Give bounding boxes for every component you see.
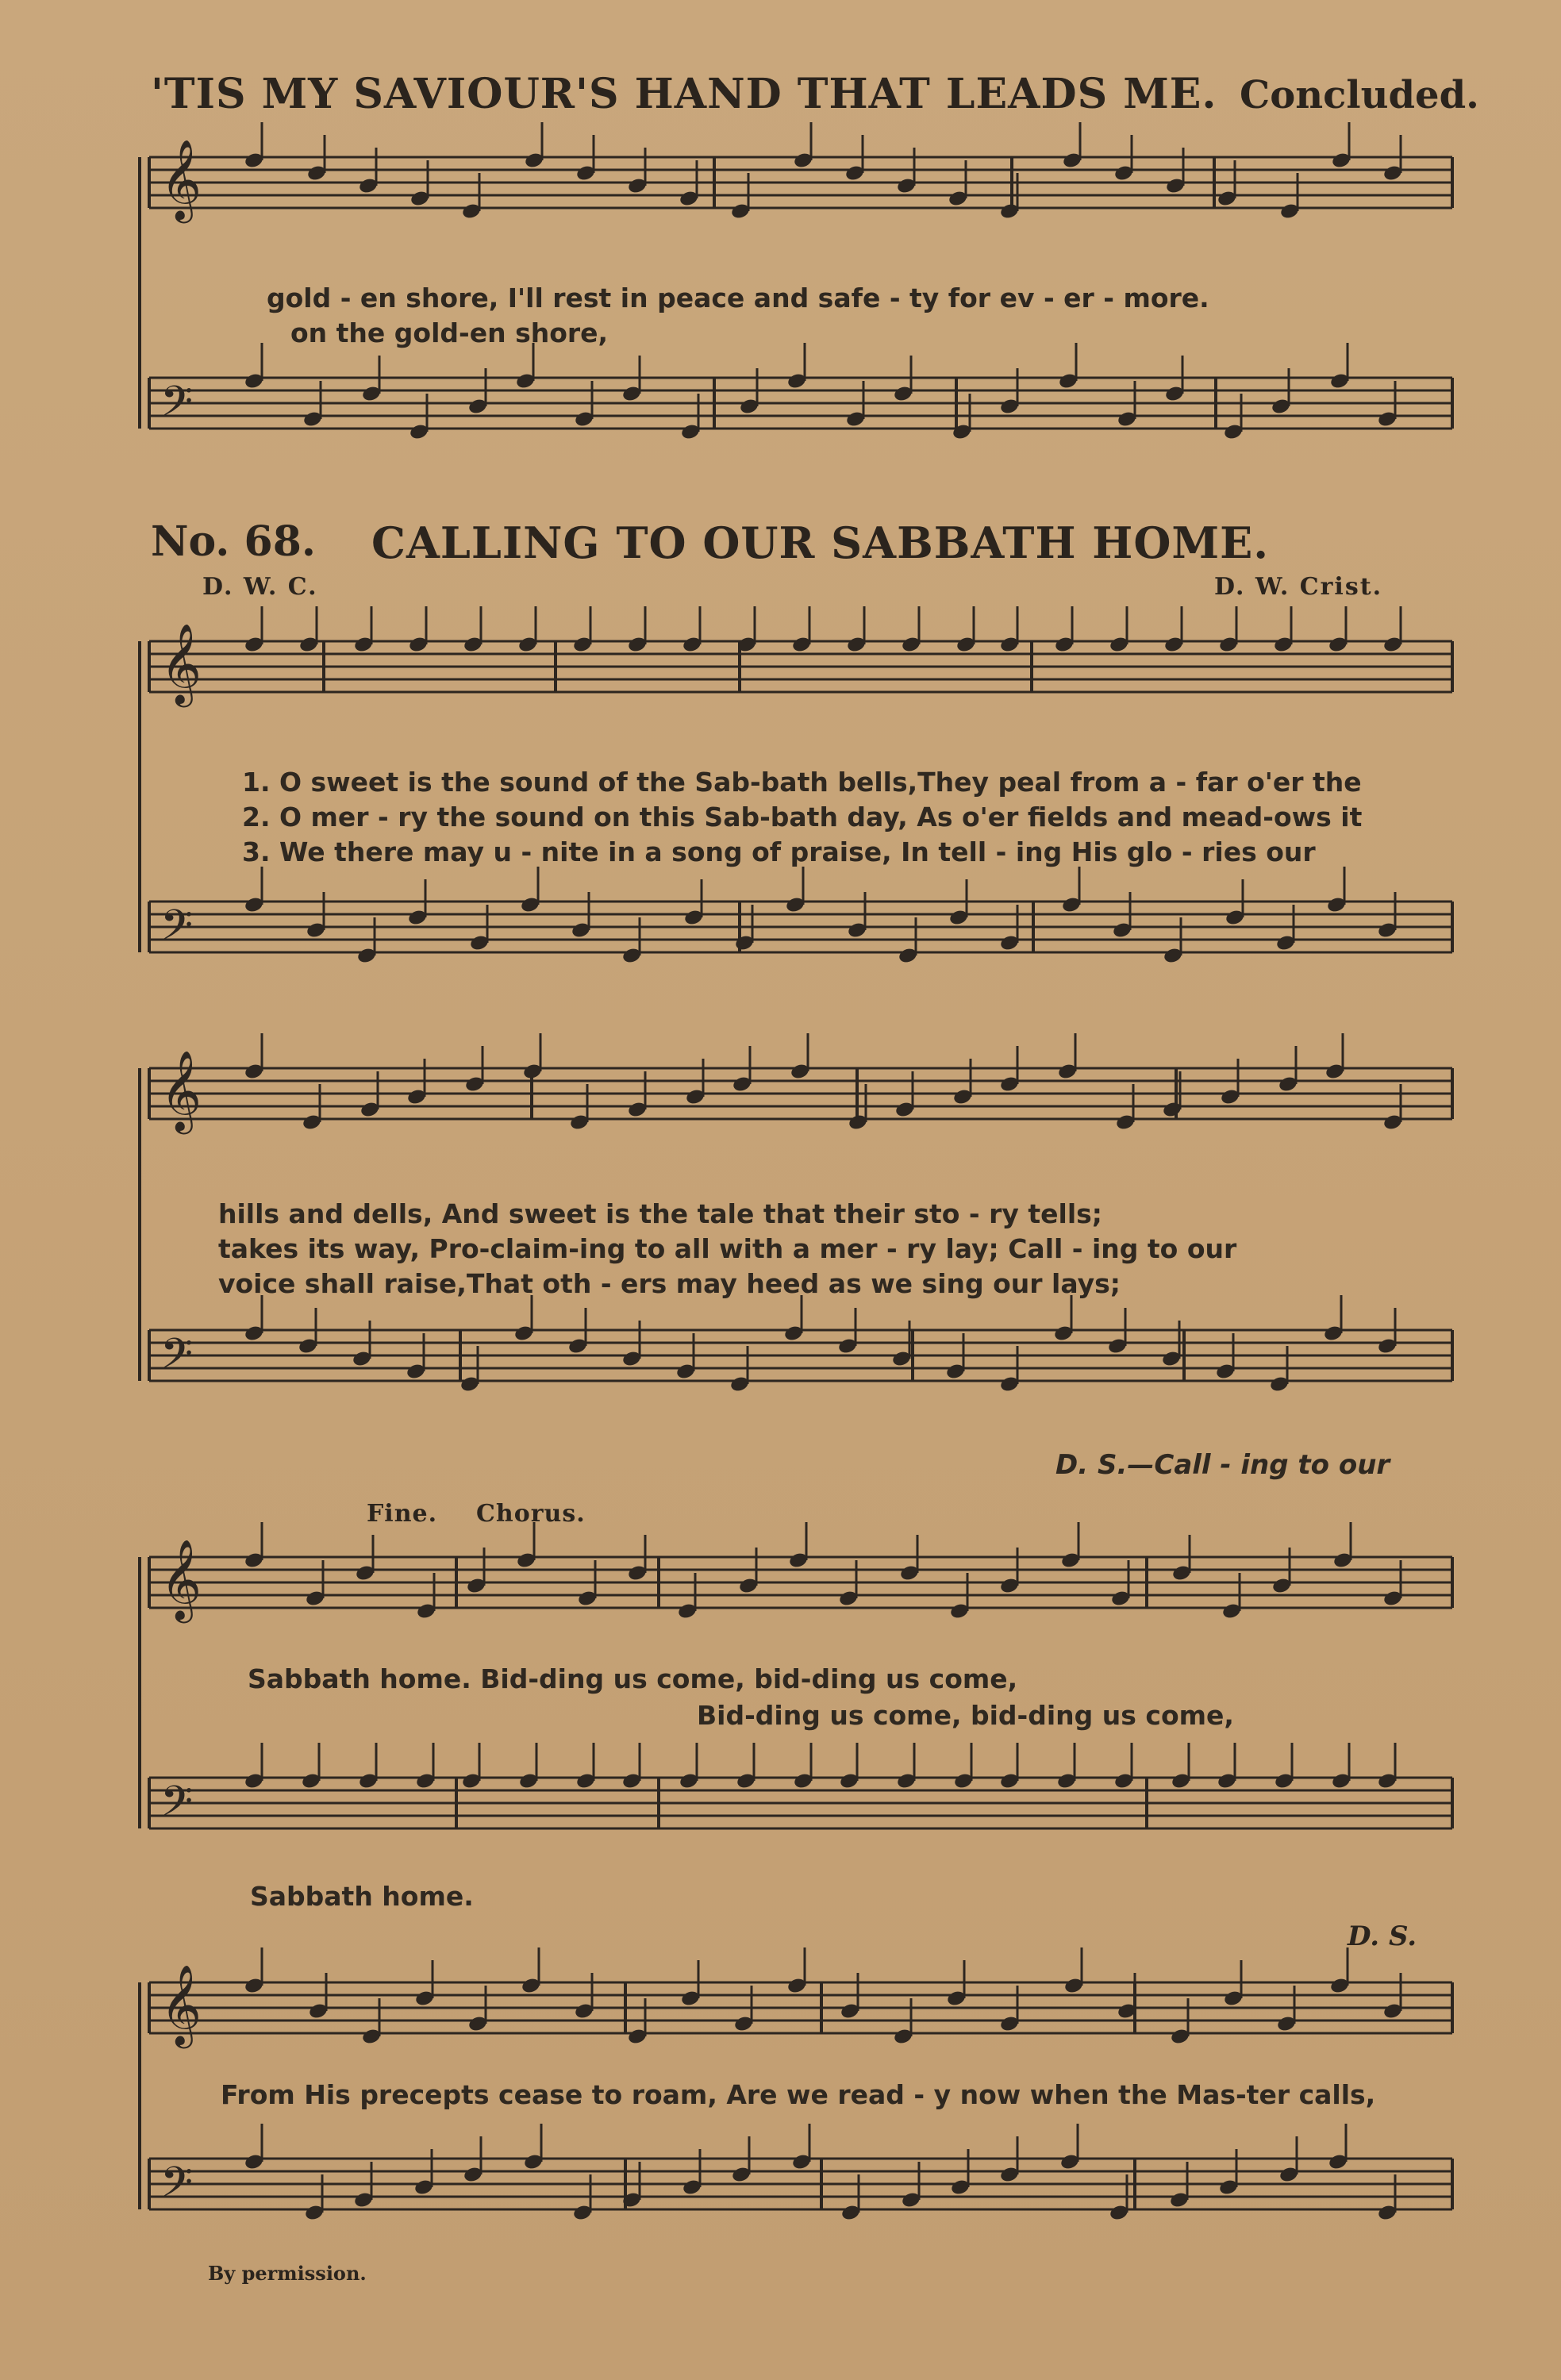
lyric-s1-line1: gold - en shore, I'll rest in peace and safe - ty for ev - er - more. [267,283,1209,313]
clef-glyph: 𝄢 [160,1330,194,1389]
permission-note: By permission. [208,2262,367,2285]
clef-glyph: 𝄞 [160,1538,202,1620]
verse2-line-b: takes its way, Pro-claim-ing to all with a mer - ry lay; Call - ing to our [218,1233,1237,1264]
clef-glyph: 𝄞 [160,1049,202,1131]
continued-song-title: 'TIS MY SAVIOUR'S HAND THAT LEADS ME. [151,70,1217,118]
clef-glyph: 𝄞 [160,138,202,220]
verse1-line-b: hills and dells, And sweet is the tale that their sto - ry tells; [218,1198,1103,1229]
verse2-line-a: 2. O mer - ry the sound on this Sab-bath day, As o'er fields and mead-ows it [242,802,1363,832]
chorus-marker: Chorus. [476,1500,586,1528]
composer-credit: D. W. Crist. [1214,573,1383,601]
verse3-line-a: 3. We there may u - nite in a song of praise, In tell - ing His glo - ries our [242,836,1316,867]
verse1-line-a: 1. O sweet is the sound of the Sab-bath bells,They peal from a - far o'er the [242,767,1362,798]
clef-glyph: 𝄢 [160,902,194,960]
song-number: No. 68. [151,517,316,566]
clef-glyph: 𝄢 [160,2159,194,2217]
lyricist-credit: D. W. C. [202,573,318,601]
clef-glyph: 𝄞 [160,1963,202,2045]
clef-glyph: 𝄞 [160,622,202,704]
clef-glyph: 𝄢 [160,1778,194,1836]
clef-glyph: 𝄢 [160,378,194,436]
ds-mark: D. S. [1348,1921,1417,1952]
chorus-lyric-line1: Sabbath home. Bid-ding us come, bid-ding us come, [248,1663,1018,1694]
verse3-line-b: voice shall raise,That oth - ers may heed as we sing our lays; [218,1268,1121,1299]
concluded-label: Concluded. [1240,73,1479,117]
lyric-s1-line2: on the gold-en shore, [290,317,609,348]
final-lyric: From His precepts cease to roam, Are we read - y now when the Mas-ter calls, [221,2079,1376,2110]
fine-marker: Fine. [367,1500,438,1528]
sabbath-home-lyric: Sabbath home. [250,1881,474,1912]
chorus-lyric-line2: Bid-ding us come, bid-ding us come, [697,1700,1234,1731]
song-title: CALLING TO OUR SABBATH HOME. [371,517,1270,568]
ds-instruction-text: D. S.—Call - ing to our [1055,1449,1390,1481]
